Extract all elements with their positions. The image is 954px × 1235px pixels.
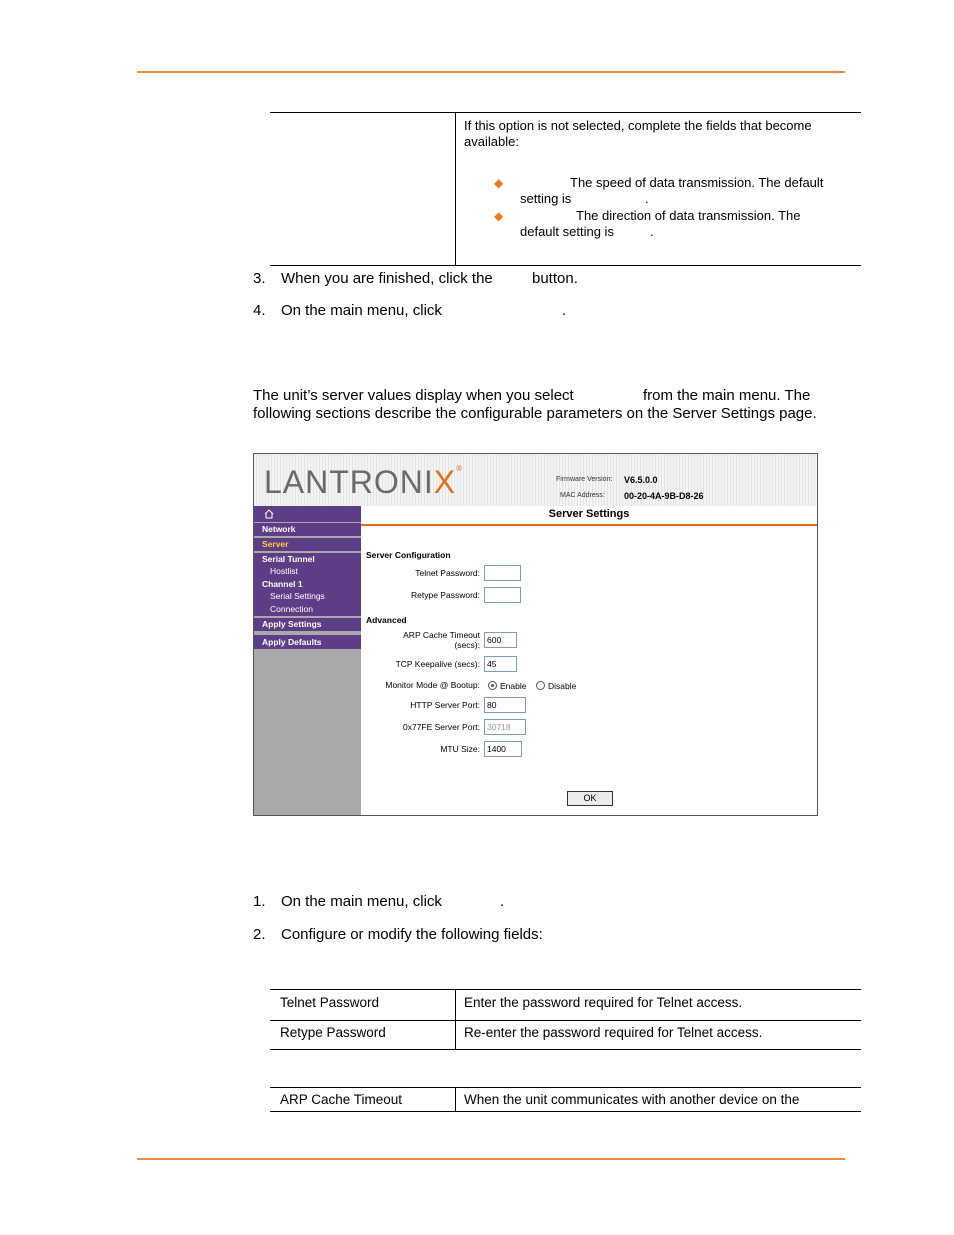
table-cell-field: ARP Cache Timeout xyxy=(280,1092,403,1107)
firmware-label: Firmware Version: xyxy=(556,476,613,483)
table-rule xyxy=(270,1087,861,1088)
mtu-size-input[interactable]: 1400 xyxy=(484,741,522,757)
bullet1-text-b: setting is xyxy=(520,191,572,206)
step-text: Configure or modify the following fields: xyxy=(281,926,543,943)
footer-rule xyxy=(137,1158,845,1160)
step-number: 1. xyxy=(253,893,266,910)
step-text: On the main menu, click xyxy=(281,893,442,910)
firmware-value: V6.5.0.0 xyxy=(624,475,658,485)
logo-text: LANTRONI xyxy=(264,464,434,500)
nav-apply-defaults[interactable]: Apply Defaults xyxy=(254,635,361,649)
ok-button[interactable]: OK xyxy=(567,791,613,806)
arp-cache-input[interactable]: 600 xyxy=(484,632,517,648)
step-text: On the main menu, click xyxy=(281,302,442,319)
http-port-input[interactable]: 80 xyxy=(484,697,526,713)
home-icon xyxy=(264,509,274,519)
nav-hostlist[interactable]: Hostlist xyxy=(254,565,361,578)
nav-serial-tunnel[interactable]: Serial Tunnel xyxy=(254,553,361,565)
intro-line1-b: from the main menu. The xyxy=(643,387,811,404)
table-divider xyxy=(455,989,456,1050)
arp-cache-label-line2: (secs): xyxy=(454,640,480,650)
nav-serial-settings[interactable]: Serial Settings xyxy=(254,590,361,603)
screenshot-main xyxy=(361,506,817,815)
nav-channel1[interactable]: Channel 1 xyxy=(254,578,361,590)
header-rule xyxy=(137,71,845,73)
intro-line1-a: The unit’s server values display when you select xyxy=(253,387,574,404)
advanced-heading: Advanced xyxy=(366,615,407,625)
table-rule xyxy=(270,1111,861,1112)
option-text-line2: available: xyxy=(464,134,519,149)
monitor-enable-radio[interactable] xyxy=(488,681,497,690)
table-cell-desc: Enter the password required for Telnet access. xyxy=(464,995,743,1010)
step-number: 2. xyxy=(253,926,266,943)
screenshot-header xyxy=(254,454,817,506)
mac-value: 00-20-4A-9B-D8-26 xyxy=(624,491,704,501)
table-top-rule xyxy=(270,112,861,113)
step-text-after: . xyxy=(500,893,505,910)
step-text-after: . xyxy=(562,302,567,319)
mac-label: MAC Address: xyxy=(560,492,605,499)
telnet-password-label: Telnet Password: xyxy=(415,568,480,578)
title-rule xyxy=(361,524,817,526)
bullet-diamond-icon: ◆ xyxy=(494,209,504,223)
monitor-disable-label: Disable xyxy=(548,681,577,691)
table-rule xyxy=(270,989,861,990)
fe-port-label: 0x77FE Server Port: xyxy=(402,722,480,732)
retype-password-input[interactable] xyxy=(484,587,521,603)
retype-password-label: Retype Password: xyxy=(411,590,480,600)
bullet-diamond-icon: ◆ xyxy=(494,176,504,190)
step-text-after: button. xyxy=(532,270,578,287)
monitor-disable-radio[interactable] xyxy=(536,681,545,690)
telnet-password-input[interactable] xyxy=(484,565,521,581)
home-nav-item[interactable] xyxy=(254,506,361,522)
tcp-keepalive-label: TCP Keepalive (secs): xyxy=(395,659,480,669)
table-bottom-rule xyxy=(270,265,861,266)
nav-server[interactable]: Server xyxy=(254,538,361,551)
table-cell-desc: When the unit communicates with another device on the xyxy=(464,1092,800,1107)
bullet1-text-c: . xyxy=(645,191,649,206)
logo-x: X xyxy=(433,464,457,500)
nav-network[interactable]: Network xyxy=(254,523,361,536)
bullet2-text-a: The direction of data transmission. The xyxy=(576,208,801,223)
step-number: 4. xyxy=(253,302,266,319)
intro-line2: following sections describe the configurable parameters on the Server Settings page. xyxy=(253,405,817,422)
bullet2-text-b: default setting is xyxy=(520,224,614,239)
screenshot-sidebar xyxy=(254,506,361,815)
monitor-enable-label: Enable xyxy=(500,681,527,691)
lantronix-logo xyxy=(264,464,463,501)
server-settings-screenshot xyxy=(253,453,818,816)
table-cell-field: Retype Password xyxy=(280,1025,386,1040)
table-cell-field: Telnet Password xyxy=(280,995,380,1010)
table-cell-desc: Re-enter the password required for Telnet access. xyxy=(464,1025,763,1040)
server-config-heading: Server Configuration xyxy=(366,550,451,560)
table-rule xyxy=(270,1049,861,1050)
step-text: When you are finished, click the xyxy=(281,270,493,287)
step-number: 3. xyxy=(253,270,266,287)
tcp-keepalive-input[interactable]: 45 xyxy=(484,656,517,672)
bullet2-text-c: . xyxy=(650,224,654,239)
table-rule xyxy=(270,1020,861,1021)
mtu-size-label: MTU Size: xyxy=(440,744,480,754)
nav-connection[interactable]: Connection xyxy=(254,603,361,616)
arp-cache-label-line1: ARP Cache Timeout xyxy=(403,630,480,640)
http-port-label: HTTP Server Port: xyxy=(410,700,480,710)
bullet1-text-a: The speed of data transmission. The default xyxy=(570,175,824,190)
table-divider xyxy=(455,112,456,265)
fe-port-input[interactable]: 30718 xyxy=(484,719,526,735)
table-divider xyxy=(455,1087,456,1112)
nav-apply-settings[interactable]: Apply Settings xyxy=(254,618,361,631)
logo-registered: ® xyxy=(456,464,464,473)
option-text-line1: If this option is not selected, complete the fields that become xyxy=(464,118,812,133)
server-settings-title: Server Settings xyxy=(548,508,630,520)
monitor-mode-label: Monitor Mode @ Bootup: xyxy=(385,680,480,690)
